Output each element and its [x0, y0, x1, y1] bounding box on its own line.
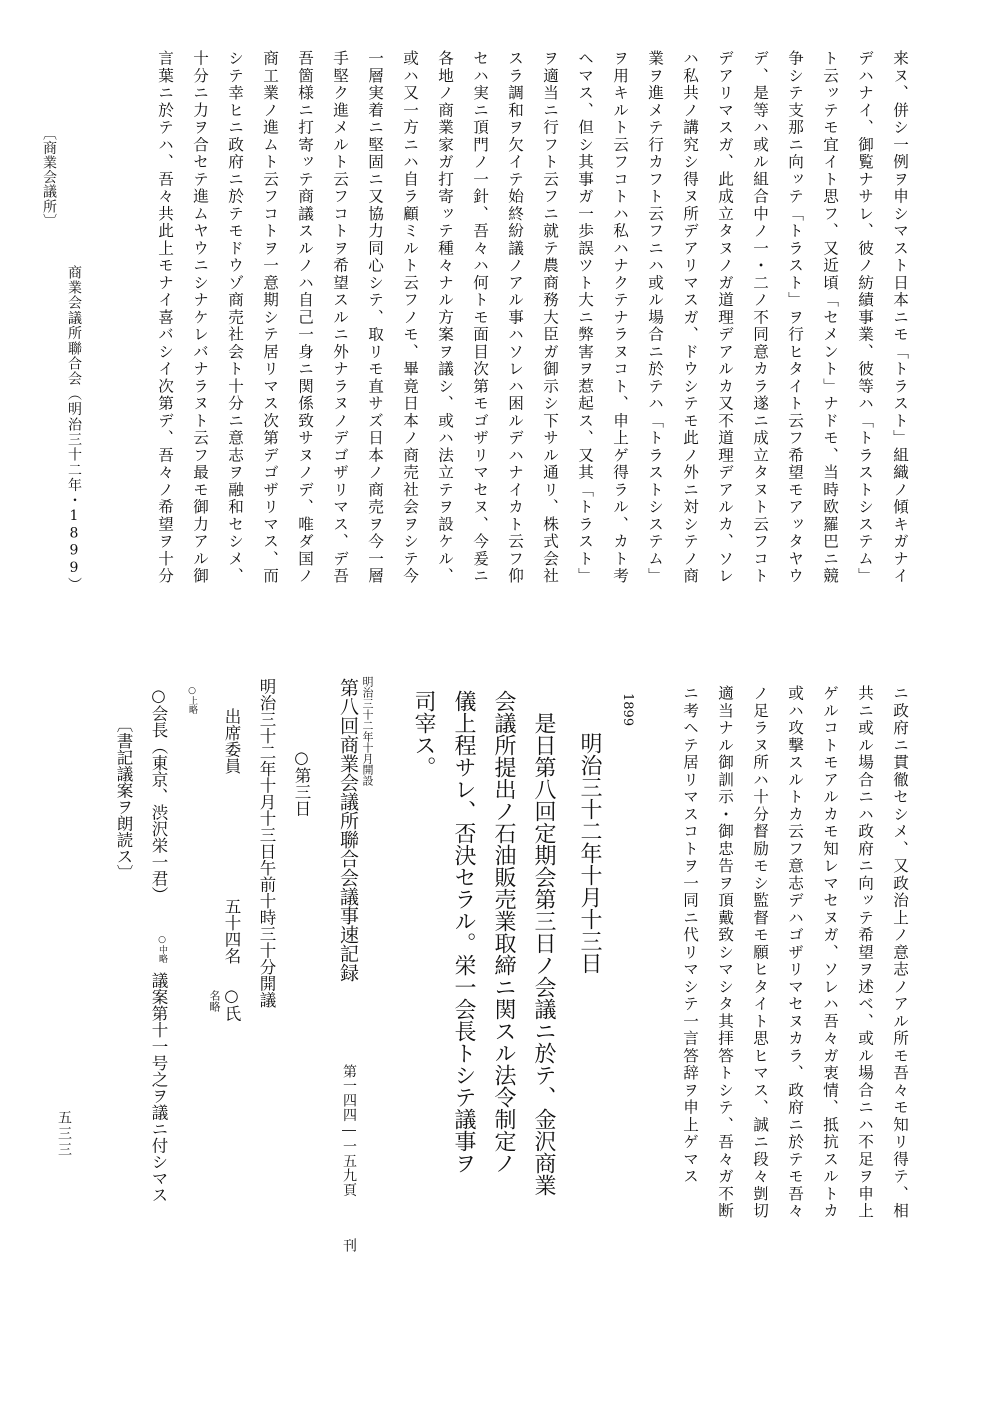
- upper-text-column: シテ幸ヒニ政府ニ於テモドウゾ商売社会ト十分ニ意志ヲ融和セシメ、: [226, 50, 244, 585]
- upper-text-column: ハ私共ノ講究シ得ヌ所デアリマスガ、ドウシテモ此ノ外ニ対シテノ商: [681, 50, 699, 585]
- lower-text-column: ゲルコトモアルカモ知レマセヌガ、ソレハ吾々ガ衷情、抵抗スルトカ: [821, 685, 839, 1220]
- year-western: 1899: [620, 693, 635, 727]
- reading-line: 〔書記議案ヲ朗読ス〕: [114, 716, 133, 881]
- joryaku-mark: ○上略: [187, 686, 197, 714]
- entry-line: 是日第八回定期会第三日ノ会議ニ於テ、金沢商業: [531, 712, 556, 1196]
- upper-text-column: ヲ適当ニ行フト云フニ就テ農商務大臣ガ御示シ下サル通リ、株式会社: [541, 50, 559, 585]
- upper-text-column: スラ調和ヲ欠イテ始終紛議ノアル事ハソレハ困ルデハナイカト云フ仰: [506, 50, 524, 585]
- upper-text-column: ヲ用キルト云フコトハ私ハナクテナラヌコト、申上ゲ得ラル、カト考: [611, 50, 629, 585]
- source-pages: 第一四四―一五九頁: [341, 1064, 357, 1198]
- name-omitted-mark: ○氏: [222, 986, 241, 1022]
- upper-text-column: 争シテ支那ニ向ッテ「トラスト」ヲ行ヒタイト云フ希望モアッタヤウ: [786, 50, 804, 585]
- entry-line: 司宰ス。: [411, 690, 436, 778]
- lower-text-column: 共ニ或ル場合ニハ政府ニ向ッテ希望ヲ述ベ、或ル場合ニハ不足ヲ申上: [856, 685, 874, 1220]
- upper-text-column: ヘマス、但シ其事ガ一歩誤ツト大ニ弊害ヲ惹起ス、又其「トラスト」: [576, 50, 594, 585]
- upper-text-column: セハ実ニ頂門ノ一針、吾々ハ何トモ面目次第モゴザリマセヌ、今爰ニ: [471, 50, 489, 585]
- page-number: 五三三: [56, 1110, 72, 1158]
- speaker-line: ○会長（東京、渋沢栄一君）: [149, 686, 168, 903]
- source-title: 第八回商業会議所聯合会議事速記録: [337, 678, 359, 982]
- upper-text-column: デハナイ、御覧ナサレ、彼ノ紡績事業、彼等ハ「トラストシステム」: [856, 50, 874, 585]
- upper-text-column: 言葉ニ於テハ、吾々共此上モナイ喜バシイ次第デ、吾々ノ希望ヲ十分: [156, 50, 174, 585]
- entry-line: 儀上程サレ、否決セラル。栄一会長トシテ議事ヲ: [451, 690, 476, 1174]
- attendees-label: 出席委員: [222, 708, 241, 774]
- upper-text-column: 商工業ノ進ムト云フコトヲ一意期シテ居リマス次第デゴザリマス、而: [261, 50, 279, 585]
- lower-text-column: 適当ナル御訓示・御忠告ヲ頂戴致シマシタ其拝答トシテ、吾々ガ不断: [716, 685, 734, 1220]
- opening-line: 明治三十二年十月十三日午前十時三十分開議: [257, 678, 276, 1008]
- speech-line: 議案第十一号之ヲ議ニ付シマス: [149, 972, 168, 1203]
- header-label: 〔商業会議所〕: [41, 126, 57, 229]
- upper-text-column: 来ヌ、併シ一例ヲ申シマスト日本ニモ「トラスト」組織ノ傾キガナイ: [891, 50, 909, 585]
- upper-text-column: 或ハ又一方ニハ自ラ顧ミルト云フノモ、畢竟日本ノ商売社会ヲシテ今: [401, 50, 419, 585]
- header-title: 商業会議所聯合会（明治三十二年・1899）: [66, 265, 82, 593]
- upper-text-column: デ、是等ハ或ル組合中ノ一・二ノ不同意カラ遂ニ成立タヌト云フコト: [751, 50, 769, 585]
- lower-text-column: ノ足ラヌ所ハ十分督励モシ監督モ願ヒタイト思ヒマス、誠ニ段々剴切: [751, 685, 769, 1220]
- entry-line: 会議所提出ノ石油販売業取締ニ関スル法令制定ノ: [491, 690, 516, 1174]
- upper-text-column: ト云ッテモ宜イト思フ、又近頃「セメント」ナドモ、当時欧羅巴ニ競: [821, 50, 839, 585]
- upper-text-column: 業ヲ進メテ行カフト云フニハ或ル場合ニ於テハ「トラストシステム」: [646, 50, 664, 585]
- churyaku-mark: ○中略: [157, 935, 167, 963]
- lower-text-column: 或ハ攻撃スルトカ云フ意志デハゴザリマセヌカラ、政府ニ於テモ吾々: [786, 685, 804, 1220]
- upper-text-column: 各地ノ商業家ガ打寄ッテ種々ナル方案ヲ議シ、或ハ法立テヲ設ケル、: [436, 50, 454, 585]
- upper-text-column: 吾箇様ニ打寄ッテ商議スルノハ自己一身ニ関係致サヌノデ、唯ダ国ノ: [296, 50, 314, 585]
- lower-text-column: ニ考ヘテ居リマスコトヲ一同ニ代リマシテ一言答辞ヲ申上ゲマス: [681, 685, 699, 1186]
- upper-text-column: 十分ニ力ヲ合セテ進ムヤウニシナケレバナラヌト云フ最モ御力アル御: [191, 50, 209, 585]
- source-kan: 刊: [341, 1238, 357, 1253]
- lower-text-column: ニ政府ニ貫徹セシメ、又政治上ノ意志ノアル所モ吾々モ知リ得テ、相: [891, 685, 909, 1220]
- upper-text-column: 一層実着ニ堅固ニ又協力同心シテ、取リモ直サズ日本ノ商売ヲ今一層: [366, 50, 384, 585]
- upper-text-column: デアリマスガ、此成立タヌノガ道理デアルカ又不道理デアルカ、ソレ: [716, 50, 734, 585]
- name-omitted: 名略: [208, 990, 221, 1012]
- date-heading: 明治三十二年十月十三日: [577, 732, 602, 974]
- attendees-count: 五十四名: [222, 898, 241, 964]
- upper-text-column: 手堅ク進メルト云フコトヲ希望スルニ外ナラヌノデゴザリマス、デ吾: [331, 50, 349, 585]
- day-heading: ○第三日: [292, 748, 311, 817]
- source-note: 明治三十二年十月開設: [361, 676, 374, 786]
